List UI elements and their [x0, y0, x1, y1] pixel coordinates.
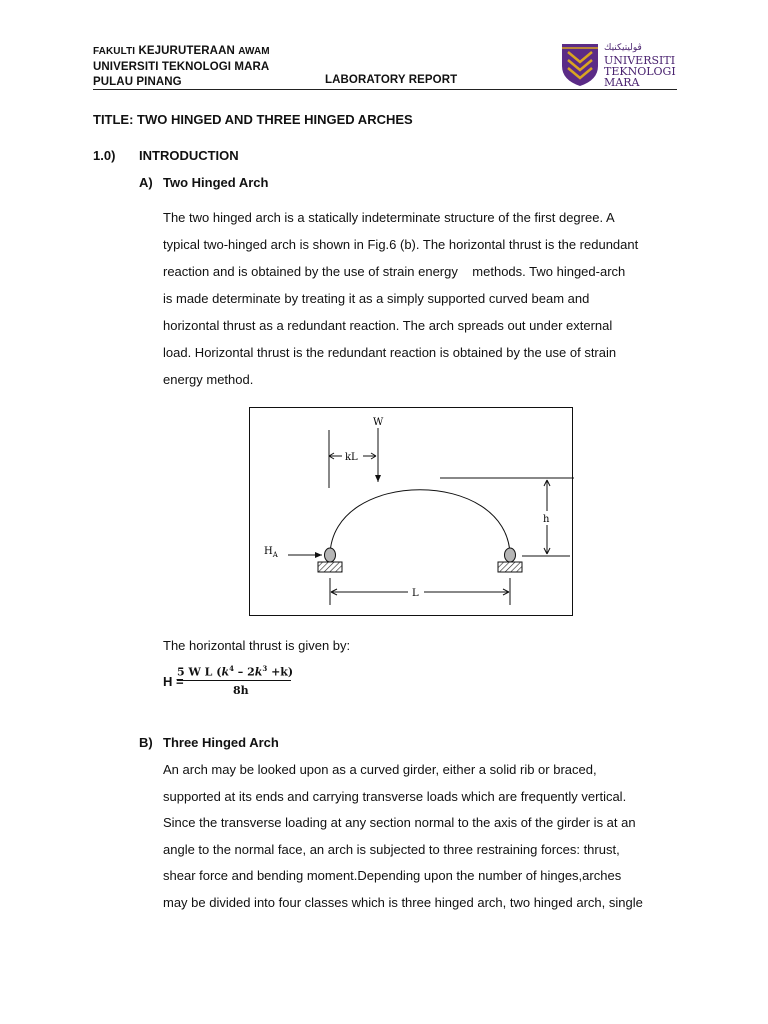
- paragraph-line: horizontal thrust as a redundant reaction. The arch spreads out under external: [163, 318, 613, 333]
- paragraph-line: energy method.: [163, 372, 254, 387]
- faculty-suffix: AWAM: [238, 46, 270, 57]
- uitm-logo: [560, 40, 678, 88]
- formula-lead-text: The horizontal thrust is given by:: [163, 638, 351, 653]
- header-rule: [93, 89, 677, 90]
- span-label: L: [412, 588, 419, 599]
- two-hinged-paragraph: [163, 204, 675, 393]
- paragraph-line: shear force and bending moment.Depending upon the number of hinges,arches: [163, 868, 622, 883]
- subsection-a-letter: A): [139, 175, 153, 190]
- report-type: LABORATORY REPORT: [325, 74, 458, 86]
- paragraph-line: supported at its ends and carrying transverse loads which are frequently vertical.: [163, 788, 627, 804]
- right-hinge: [505, 548, 516, 562]
- logo-word2: TEKNOLOGI: [604, 65, 676, 78]
- report-title: TITLE: TWO HINGED AND THREE HINGED ARCHES: [93, 112, 413, 127]
- paragraph-line: The two hinged arch is a statically indeterminate structure of the first degree. A: [163, 210, 615, 225]
- two-hinged-arch-figure: [249, 407, 573, 616]
- paragraph-line: is made determinate by treating it as a simply supported curved beam and: [163, 291, 590, 306]
- right-support: [498, 562, 522, 572]
- thrust-label: $H_A$: [264, 546, 278, 559]
- faculty-line: [93, 45, 270, 57]
- crest-shield: [562, 44, 598, 86]
- arch-curve: [330, 490, 510, 555]
- logo-word3: MARA: [604, 76, 640, 88]
- formula-denominator: 8h: [233, 684, 249, 697]
- left-hinge: [325, 548, 336, 562]
- load-label: W: [373, 417, 384, 428]
- section-title: INTRODUCTION: [139, 148, 239, 163]
- paragraph-line: angle to the normal face, an arch is subjected to three restraining forces: thrust,: [163, 841, 620, 857]
- paragraph-line: An arch may be looked upon as a curved girder, either a solid rib or braced,: [163, 762, 597, 777]
- faculty-prefix: FAKULTI: [93, 46, 136, 57]
- paragraph-line: load. Horizontal thrust is the redundant reaction is obtained by the use of strain: [163, 345, 617, 360]
- university-line: UNIVERSITI TEKNOLOGI MARA: [93, 61, 270, 73]
- kl-label: kL: [345, 452, 358, 463]
- faculty-main: KEJURUTERAAN: [138, 45, 235, 57]
- logo-word1: UNIVERSITI: [604, 54, 676, 67]
- paragraph-line: typical two-hinged arch is shown in Fig.6 (b). The horizontal thrust is the redundant: [163, 237, 639, 252]
- paragraph-line: Since the transverse loading at any section normal to the axis of the girder is at an: [163, 815, 636, 830]
- paragraph-line: may be divided into four classes which is three hinged arch, two hinged arch, single: [163, 894, 643, 910]
- subsection-b-letter: B): [139, 735, 153, 750]
- logo-script: ڤوليتيكنيك: [604, 43, 642, 53]
- rise-label: h: [543, 514, 550, 525]
- formula-fraction-bar: [177, 680, 291, 681]
- subsection-b-title: Three Hinged Arch: [163, 735, 279, 750]
- formula-numerator: 5 W L $(k^4 - 2k^3 +k)$: [177, 664, 294, 679]
- subsection-a-title: Two Hinged Arch: [163, 175, 269, 190]
- section-number: 1.0): [93, 148, 116, 163]
- thrust-formula: [163, 664, 303, 698]
- left-support: [318, 562, 342, 572]
- formula-lhs: H =: [163, 674, 184, 689]
- paragraph-line: reaction and is obtained by the use of strain energy methods. Two hinged-arch: [163, 264, 626, 279]
- campus-line: PULAU PINANG: [93, 76, 182, 88]
- crest-icon: [562, 44, 598, 86]
- three-hinged-paragraph: [163, 757, 675, 916]
